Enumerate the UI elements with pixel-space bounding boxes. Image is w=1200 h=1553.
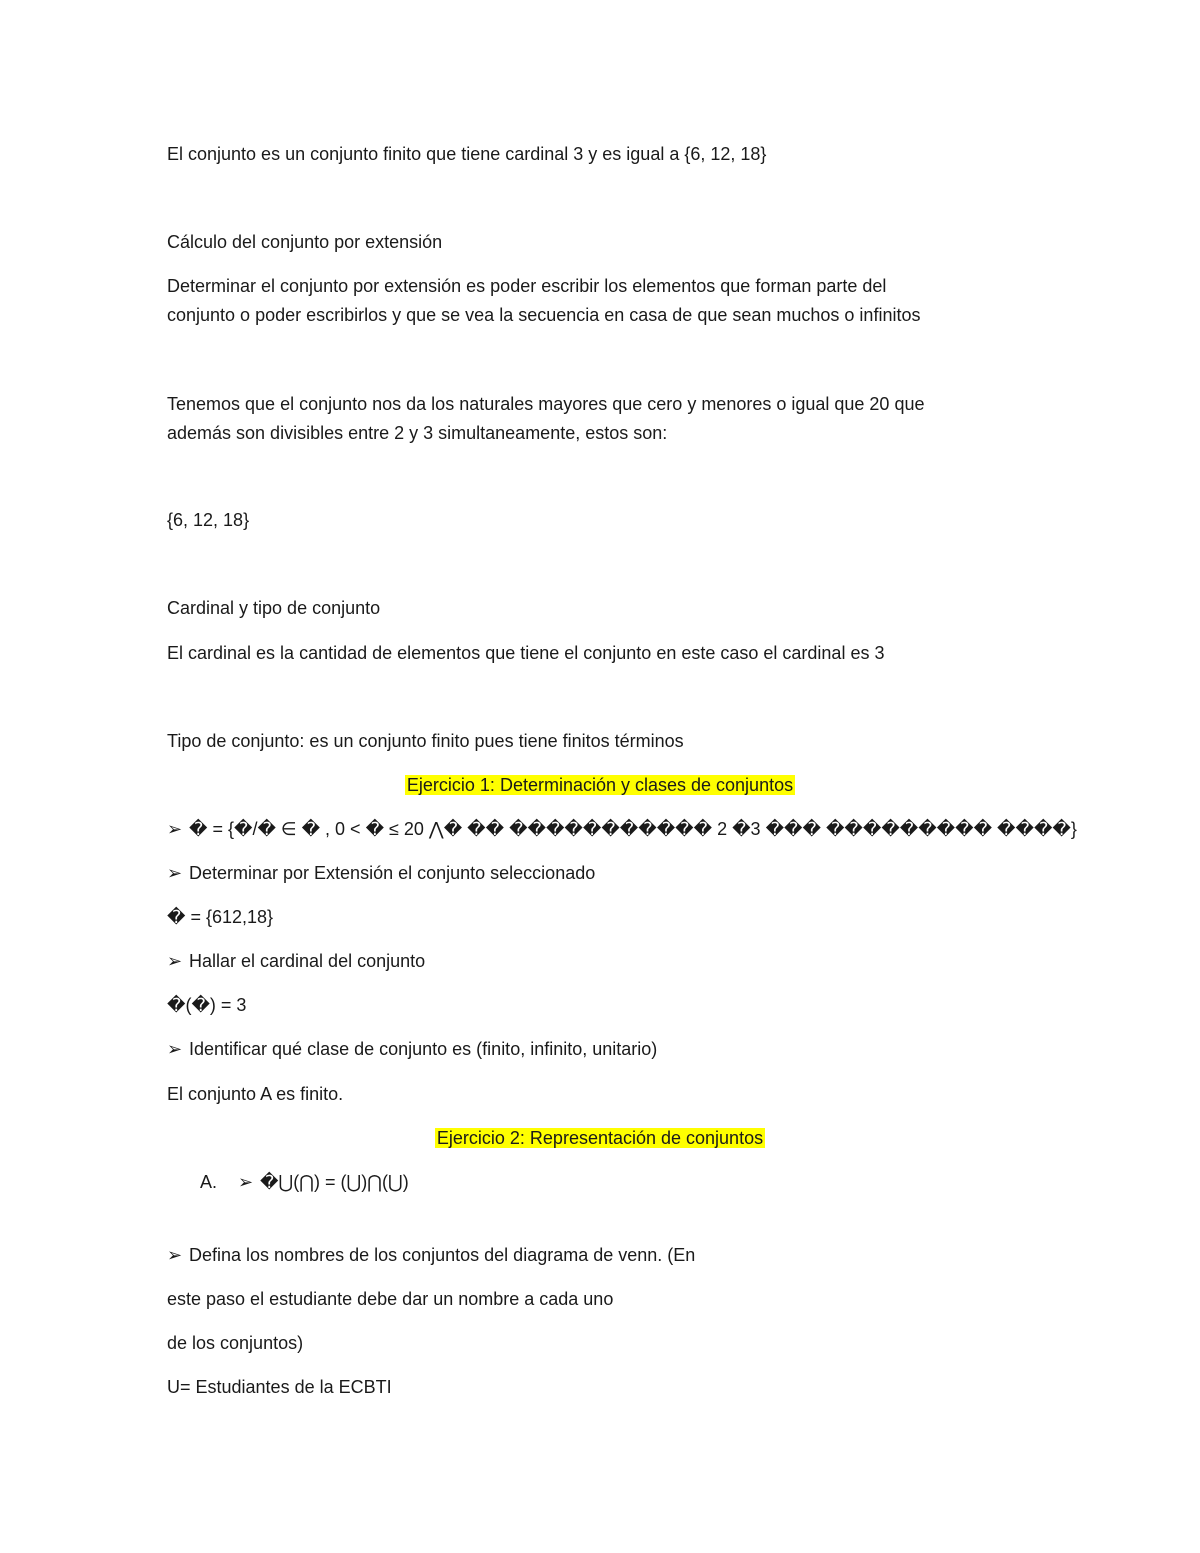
ejercicio2-item-define — [167, 1243, 695, 1267]
ejercicio2-universe: U= Estudiantes de la ECBTI — [167, 1377, 392, 1397]
ejercicio1-answer: El conjunto A es finito. — [167, 1084, 344, 1104]
ejercicio1-item-extension — [167, 861, 595, 885]
set-operation-formula: �⋃(⋂) = (⋃)⋂(⋃) — [260, 1172, 409, 1192]
paragraph-intro: El conjunto es un conjunto finito que tiene cardinal 3 y es igual a {6, 12, 18} — [167, 144, 767, 164]
paragraph-set-type: Tipo de conjunto: es un conjunto finito pues tiene finitos términos — [167, 731, 684, 751]
bullet-arrow-icon: ➢ — [167, 1039, 183, 1059]
ejercicio1-item-cardinal — [167, 949, 425, 973]
bullet-arrow-icon: ➢ — [167, 819, 183, 839]
bullet-arrow-icon: ➢ — [167, 863, 183, 883]
item-define-text: Defina los nombres de los conjuntos del diagrama de venn. (En — [189, 1245, 696, 1265]
ejercicio1-heading-row — [0, 773, 1200, 797]
ejercicio1-item-class — [167, 1037, 657, 1061]
section-title-cardinal: Cardinal y tipo de conjunto — [167, 598, 381, 618]
cardinal-formula: �(�) = 3 — [167, 995, 247, 1015]
list-label: A. — [200, 1172, 218, 1192]
ejercicio2-list-item-a — [200, 1170, 409, 1194]
ejercicio2-line3: de los conjuntos) — [167, 1333, 304, 1353]
ejercicio2-line2: este paso el estudiante debe dar un nombre a cada uno — [167, 1289, 614, 1309]
ejercicio2-heading-row — [0, 1126, 1200, 1150]
set-elements: {6, 12, 18} — [167, 510, 250, 530]
paragraph-naturals-line1: Tenemos que el conjunto nos da los naturales mayores que cero y menores o igual que 20 que — [167, 394, 925, 414]
paragraph-cardinal: El cardinal es la cantidad de elementos que tiene el conjunto en este caso el cardinal es 3 — [167, 643, 885, 663]
item-cardinal-text: Hallar el cardinal del conjunto — [189, 951, 426, 971]
section-title-extension: Cálculo del conjunto por extensión — [167, 232, 443, 252]
item-class-text: Identificar qué clase de conjunto es (finito, infinito, unitario) — [189, 1039, 658, 1059]
set-definition-formula: � = {�/� ∈ � , 0 < � ≤ 20 ⋀� �� ����������� 2 �3 ��� ��������� ����} — [189, 819, 1077, 839]
ejercicio1-item-definition — [167, 817, 1077, 841]
ejercicio2-heading: Ejercicio 2: Representación de conjuntos — [436, 1128, 764, 1148]
bullet-arrow-icon: ➢ — [167, 1245, 183, 1265]
paragraph-extension-line1: Determinar el conjunto por extensión es poder escribir los elementos que forman parte del — [167, 276, 887, 296]
ejercicio1-heading: Ejercicio 1: Determinación y clases de conjuntos — [406, 775, 794, 795]
set-extension-formula: � = {612,18} — [167, 907, 274, 927]
bullet-arrow-icon: ➢ — [167, 951, 183, 971]
item-extension-text: Determinar por Extensión el conjunto seleccionado — [189, 863, 596, 883]
paragraph-extension-line2: conjunto o poder escribirlos y que se vea la secuencia en casa de que sean muchos o infinitos — [167, 305, 921, 325]
bullet-arrow-icon: ➢ — [238, 1172, 254, 1192]
paragraph-naturals-line2: además son divisibles entre 2 y 3 simultaneamente, estos son: — [167, 423, 668, 443]
